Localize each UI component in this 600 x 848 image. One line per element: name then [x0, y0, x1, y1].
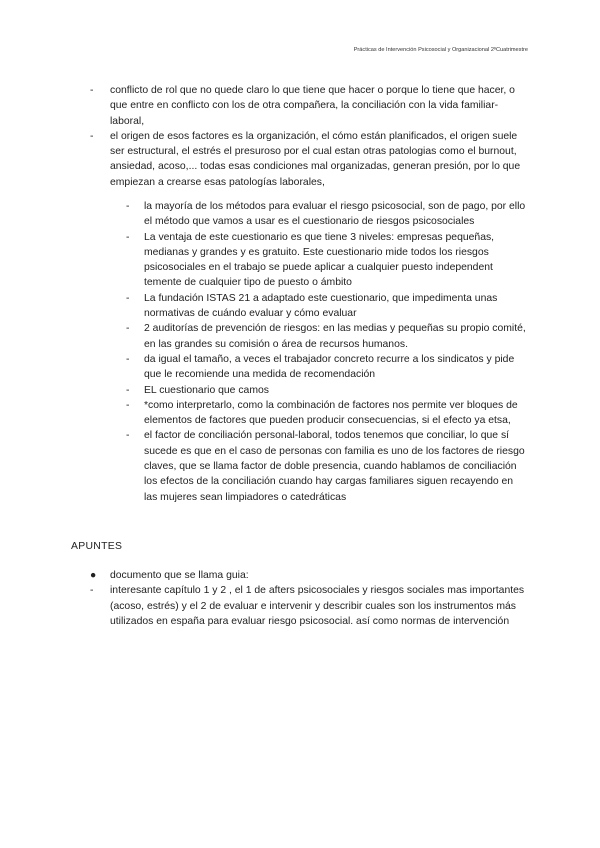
list-item	[126, 352, 528, 383]
list-item	[126, 230, 528, 291]
list-item-text: interesante capítulo 1 y 2 , el 1 de afters psicosociales y riesgos sociales mas importantes (acoso, estrés) y el 2 de evaluar e intervenir y describir cuales son los instrumentos más utilizados en españa para evaluar riesgo psicosocial. así como normas de intervención	[110, 585, 525, 627]
page-header: Prácticas de Intervención Psicosocial y Organizacional 2ºCuatrimestre	[353, 47, 528, 53]
list-marker: -	[126, 292, 130, 304]
list-item	[90, 83, 528, 129]
list-item-text: La ventaja de este cuestionario es que tiene 3 niveles: empresas pequeñas, medianas y grandes y es gratuito. Este cuestionario mide todos los riesgos psicosociales en el trabajo se puede aplicar a cualquier puesto independent temente de cualquier tipo de puesto o ámbito	[144, 231, 495, 289]
list-item-text: el factor de conciliación personal-laboral, todos tenemos que conciliar, lo que sí sucede es que en el caso de personas con familia es uno de los factores de riesgo claves, que se llama factor de doble presencia, cuando hablamos de conciliación los efectos de la conciliación cuando hay cargas familiares siguen recayendo en las mujeres sean limpiadores o catedráticas	[144, 430, 525, 503]
list-item-text: EL cuestionario que camos	[144, 384, 269, 396]
list-item	[90, 129, 528, 190]
main-bullet-list	[90, 83, 528, 190]
list-item	[90, 583, 528, 629]
list-marker: -	[90, 85, 94, 96]
bullet-marker: ●	[90, 570, 97, 581]
list-item	[90, 568, 528, 583]
apuntes-list	[90, 568, 528, 629]
nested-bullet-list	[126, 199, 528, 505]
list-item-text: 2 auditorías de prevención de riesgos: en las medias y pequeñas su propio comité, en las grandes su comisión o área de recursos humanos.	[144, 323, 526, 350]
list-item	[126, 398, 528, 429]
list-item	[126, 383, 528, 398]
list-marker: -	[126, 323, 130, 335]
list-item-text: la mayoría de los métodos para evaluar el riesgo psicosocial, son de pago, por ello el método que vamos a usar es el cuestionario de riesgos psicosociales	[144, 201, 526, 228]
list-item-text: *como interpretarlo, como la combinación de factores nos permite ver bloques de elementos de factores que pueden producir consecuencias, si el efecto ya etsa,	[144, 399, 518, 427]
list-item-text: documento que se llama guia:	[110, 570, 249, 581]
list-marker: -	[90, 585, 94, 597]
list-marker: -	[90, 130, 94, 142]
list-item-text: conflicto de rol que no quede claro lo que tiene que hacer o porque lo tiene que hacer, o que entre en conflicto con los de otra compañera, la conciliación con la vida familiar-laboral,	[110, 85, 515, 127]
list-item	[126, 291, 528, 322]
list-item	[126, 428, 528, 504]
list-marker: -	[126, 384, 130, 396]
list-item	[126, 199, 528, 230]
list-marker: -	[126, 399, 130, 411]
list-item-text: da igual el tamaño, a veces el trabajador concreto recurre a los sindicatos y pide que le recomiende una medida de recomendación	[144, 353, 515, 381]
list-marker: -	[126, 201, 130, 212]
list-item-text: La fundación ISTAS 21 a adaptado este cuestionario, que impedimenta unas normativas de cuándo evaluar y cómo evaluar	[144, 292, 498, 320]
list-marker: -	[126, 353, 130, 365]
apuntes-heading: APUNTES	[71, 541, 123, 552]
list-item-text: el origen de esos factores es la organización, el cómo están planificados, el origen suele ser estructural, el estrés el presuroso por el cual estan otras patologias como el burnout, ansiedad, acoso,... todas esas condiciones mal organizadas, generan presión, por lo que empiezan a crearse esas patologías laborales,	[110, 130, 521, 188]
list-item	[126, 321, 528, 352]
list-marker: -	[126, 430, 130, 442]
list-marker: -	[126, 231, 130, 243]
